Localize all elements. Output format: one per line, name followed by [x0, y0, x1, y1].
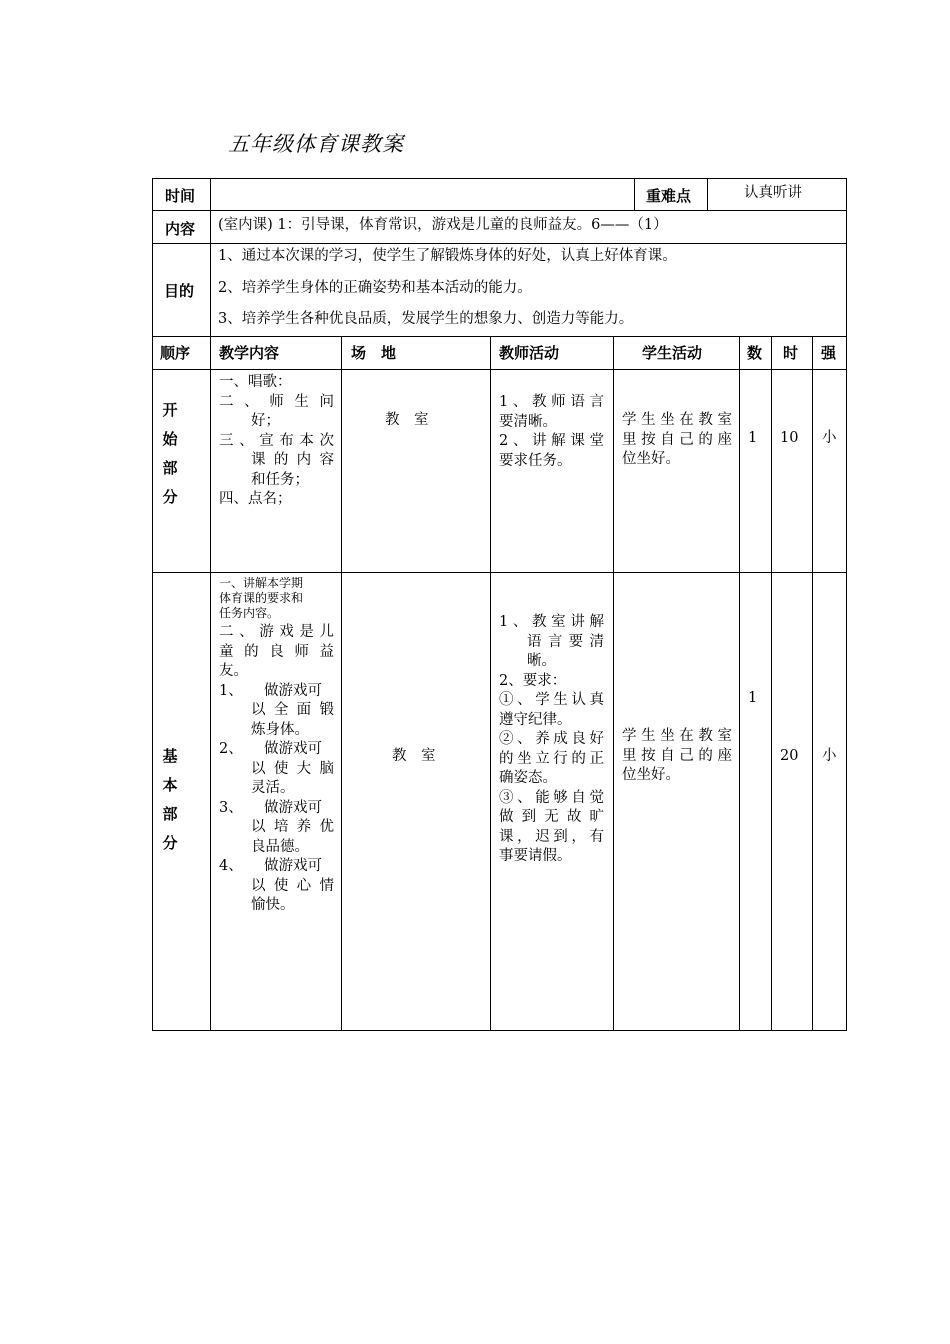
key-points-value: 认真听讲	[744, 185, 802, 201]
col-count: 数	[747, 344, 763, 362]
start-part-intensity: 小	[822, 430, 837, 446]
goal-item: 2、培养学生身体的正确姿势和基本活动的能力。	[218, 280, 532, 296]
start-part-time: 10	[780, 430, 799, 446]
start-part-label: 开 始 部 分	[162, 401, 178, 506]
basic-part-teacher: 1、教室讲解 语言要清 晰。 2、要求： ①、学生认真 遵守纪律。 ②、养成良好 的坐立行的正 确姿态。 ③、能够自觉 做到无故旷 课，迟到，有 事要请假。	[499, 614, 604, 864]
basic-part-student: 学生坐在教室 里按自己的座 位坐好。	[622, 728, 732, 783]
col-order: 顺序	[160, 344, 191, 362]
start-part-student: 学生坐在教室 里按自己的座 位坐好。	[622, 412, 732, 467]
goal-item: 3、培养学生各种优良品质，发展学生的想象力、创造力等能力。	[218, 311, 634, 327]
start-part-content: 一、唱歌： 二、师生问 好； 三、宣布本次 课的内容 和任务； 四、点名；	[219, 374, 334, 507]
col-venue: 场 地	[351, 344, 397, 362]
basic-part-count: 1	[748, 690, 758, 706]
content-value: (室内课) 1：引导课，体育常识，游戏是儿童的良师益友。6——（1）	[218, 217, 668, 233]
goal-label: 目的	[164, 282, 195, 300]
col-student: 学生活动	[642, 344, 703, 362]
document-title: 五年级体育课教案	[228, 132, 404, 156]
content-label: 内容	[165, 220, 196, 238]
basic-part-content-intro: 一、讲解本学期 体育课的要求和 任务内容。	[219, 576, 304, 620]
goal-item: 1、通过本次课的学习，使学生了解锻炼身体的好处，认真上好体育课。	[218, 248, 677, 264]
basic-part-intensity: 小	[822, 748, 837, 764]
basic-part-content: 二、游戏是儿 童的良师益 友。 1、 做游戏可 以全面锻 炼身体。 2、 做游戏可 以使大脑 灵活。 3、 做游戏可 以培养优 良品德。 4、 做游戏可 以使心情 愉快。	[219, 624, 334, 913]
col-content: 教学内容	[219, 344, 280, 362]
start-part-venue: 教 室	[385, 412, 429, 428]
time-label: 时间	[165, 187, 196, 205]
col-intensity: 强	[821, 344, 837, 362]
basic-part-venue: 教 室	[392, 748, 436, 764]
basic-part-label: 基 本 部 分	[162, 747, 178, 852]
basic-part-time: 20	[780, 748, 799, 764]
col-teacher: 教师活动	[499, 344, 560, 362]
key-points-label: 重难点	[646, 187, 692, 205]
start-part-count: 1	[748, 430, 758, 446]
start-part-teacher: 1、教师语言 要清晰。 2、讲解课堂 要求任务。	[499, 394, 604, 469]
col-time: 时	[783, 344, 799, 362]
